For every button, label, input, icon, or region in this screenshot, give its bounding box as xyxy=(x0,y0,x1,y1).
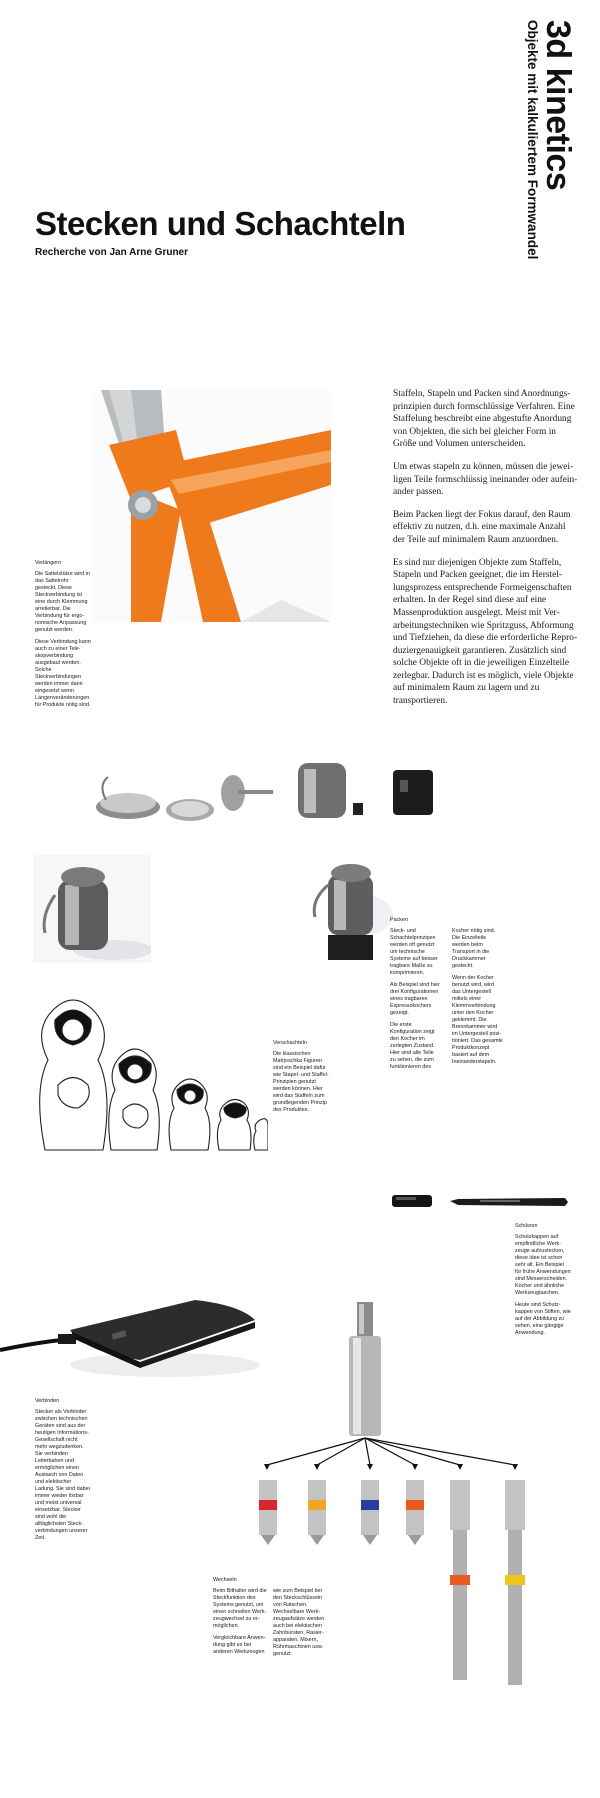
caption-text: Als Beispiel sind hier drei Konfigurationen eines tragbaren Espressokochers gezeigt. xyxy=(390,982,440,1016)
intro-paragraph: Beim Packen liegt der Fokus darauf, den Raum effektiv zu nutzen, d.h. eine maximale Anzahl der Teile auf minimalem Raum anzuordnen. xyxy=(393,509,571,545)
caption-text: Heute sind Schutzkappen von Stiften, wie auf der Abbildung zu sehen, eine gängige Anwendung. xyxy=(515,1302,571,1336)
hard-drive-photo xyxy=(0,1290,260,1385)
caption-verbinden xyxy=(35,1398,91,1547)
caption-heading: Verschachteln xyxy=(273,1040,307,1046)
intro-paragraph: Um etwas stapeln zu können, müssen die jeweiligen Teile formschlüssig ineinander oder aufeinander passen. xyxy=(393,461,578,498)
caption-text: Die erste Konfiguration zeigt den Kocher im zerlegten Zustand. Hier sind alle Teile zu sehen, die zum funktionieren des xyxy=(390,1022,435,1070)
caption-text: Schutzkappen auf empfindliche Werkzeuge aufzustecken, diese idee ist schon sehr alt. Ein Beispiel für frühe Anwendungen sind Messerscheiden. Köcher und ähnliche Werkzeugtaschen. xyxy=(515,1234,571,1296)
intro-paragraph: Es sind nur diejenigen Objekte zum Staffeln, Stapeln und Packen geeignet, die im Herstellungsprozess entsprechende Formeigenschaften erhalten. In der Regel sind diese auf eine Massenproduktion ausgelegt. Meist mit Verarbeitungstechniken wie Spritzguss, Abformung und Tiefziehen, da diese die erforderliche Reproduziergenauigkeit garantieren. Zusätzlich sind solche Objekte oft in die jeweiligen Einzelteile zerlegbar. Dadurch ist es möglich, viele Objekte auf minimalem Raum zu lagern und zu transportieren. xyxy=(393,557,578,707)
intro-text xyxy=(393,388,578,718)
caption-packen xyxy=(390,917,440,1076)
caption-packen-col2 xyxy=(452,928,504,1071)
brand-block xyxy=(508,20,588,300)
espresso-parts-photo xyxy=(88,755,458,830)
caption-verschachteln xyxy=(273,1040,331,1119)
intro-paragraph: Staffeln, Stapeln und Packen sind Anordnungsprinzipien durch formschlüssige Verfahren. Eine Staffelung beschreibt eine abgestufte Anordung von Objekten, die sich bei gleicher Form in Größe und Volumen unterscheiden. xyxy=(393,389,575,450)
caption-heading: Schützen xyxy=(515,1223,538,1229)
brand-rotated xyxy=(524,20,576,259)
caption-text: Vergleichbare Anwendung gibt es bei anderen Werkzeugen xyxy=(213,1635,266,1655)
brand-subtitle: Objekte mit kalkuliertem Formwandel xyxy=(525,20,540,260)
page-subtitle: Recherche von Jan Arne Gruner xyxy=(35,247,189,258)
bit-holder-diagram xyxy=(245,1300,555,1740)
espresso-assembled-photo xyxy=(303,855,403,965)
caption-text: Beim Bithalter wird die Steckfunktion des Systems genutzt, um einen schnellen Werkzeugwechsel zu ermöglichen. xyxy=(213,1588,267,1629)
caption-text: Wenn der Kocher benutzt wird, wird das Untergestell mittels einer Klemmverbindung unter den Kocher geklemmt. Die Brennkammer wird im Untergestell positioniert. Das gesamte Produktkonzept basiert auf dem Ineinanderstapeln. xyxy=(452,975,503,1065)
caption-verlaengern xyxy=(35,560,91,714)
caption-text: Die Sattelstütze wird in das Sattelrohr gesteckt. Diese Steckverbindung ist eine durch Klemmung arretierbar. Die Verbindung für ergonomische Anpassung genutzt werden. xyxy=(35,571,90,633)
pen-and-cap-photo xyxy=(390,1190,570,1214)
espresso-stacked-photo xyxy=(33,855,151,963)
caption-heading: Packen xyxy=(390,917,408,923)
caption-text: Steck- und Schachtelprinzipen werden oft genutzt um technische Systeme auf besser tragbare Maße zu komprimieren. xyxy=(390,928,438,976)
caption-text: wie zum Beispiel bei den Steckschlüsseln von Ratschen. Wechselbare Werkzeugaufsätze werden auch bei elektischen Zahnbürsten, Rasierapparaten, Mixern, Rührmaschinen usw. genutzt. xyxy=(273,1588,325,1657)
page-title: Stecken und Schachteln xyxy=(35,205,406,242)
caption-text: Stecker als Verbinder zwischen technischen Geräten sind aus der heutigen InformationsGesellschaft nicht mehr wegzudenken. Sie verbinden Leiterbahen und ermöglichen einen Austasch von Daten und elektischer Ladung. Sie sind dabei immer wieder lösbar und meist universal einsetzbar. Stecker sind wohl die alltäglichsten Steckverbindungen unserer Zeit. xyxy=(35,1409,90,1541)
caption-wechseln xyxy=(213,1577,267,1661)
caption-heading: Verlängern xyxy=(35,560,62,566)
brand-title: 3d kinetics xyxy=(539,20,577,191)
caption-wechseln-col2 xyxy=(273,1588,327,1663)
caption-heading: Wechseln xyxy=(213,1577,237,1583)
caption-text: Kocher nötig sind. Die Einzelteile werden beim Transport in die Druckkammer gesteckt. xyxy=(452,928,496,969)
caption-text: Die klassischen Matrjoschka Figuren sind ein Beispiel dafür wie Stapel- und Staffel-Prinzipien genutzt werden können. Hier wird das Staffeln zum grundlegenden Prinzip des Produktes. xyxy=(273,1051,329,1113)
matryoshka-drawing xyxy=(33,990,268,1152)
caption-heading: Verbinden xyxy=(35,1398,60,1404)
caption-text: Diese Verbindung kann auch zu einer Teleskopverbindung ausgebaut werden. Solche Steckverbindungen werden immer dann eingesetzt wenn Längenveränderungen für Produkte nötig sind. xyxy=(35,639,91,708)
bicycle-frame-photo xyxy=(91,390,331,622)
